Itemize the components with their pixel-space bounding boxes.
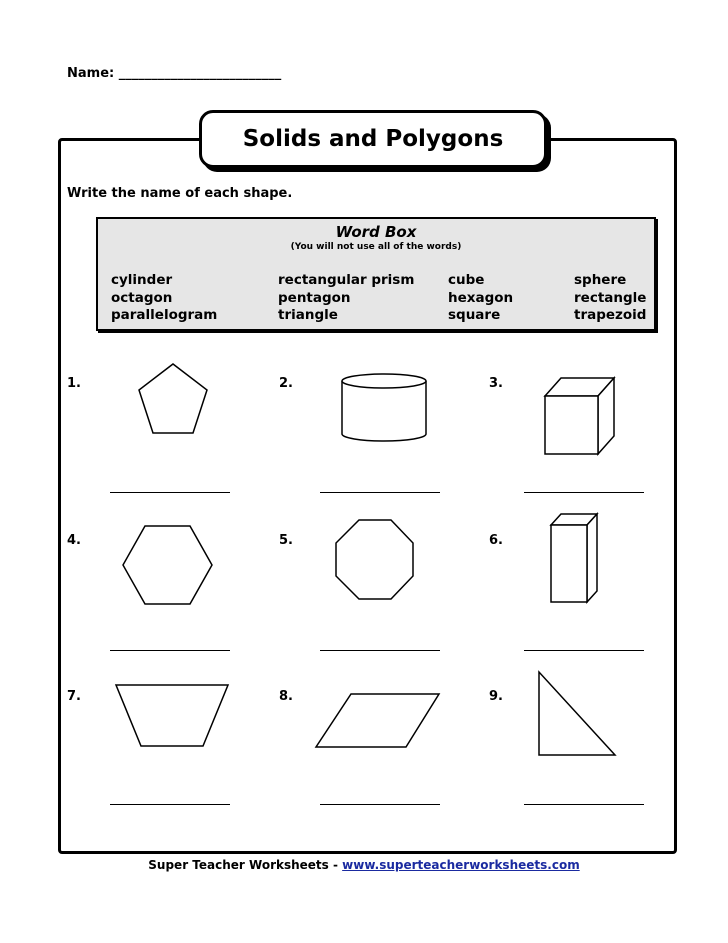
- footer-text: Super Teacher Worksheets -: [148, 858, 343, 872]
- question-number: 6.: [489, 533, 503, 548]
- word-item: rectangle: [574, 290, 647, 306]
- word-item: pentagon: [278, 290, 351, 306]
- cylinder-icon: [342, 374, 426, 441]
- octagon-icon: [336, 520, 413, 599]
- question-number: 5.: [279, 533, 293, 548]
- question-number: 4.: [67, 533, 81, 548]
- word-item: rectangular prism: [278, 272, 415, 288]
- word-box-subtitle: (You will not use all of the words): [290, 242, 462, 252]
- word-item: cylinder: [111, 272, 173, 288]
- pentagon-icon: [139, 364, 207, 433]
- word-item: parallelogram: [111, 307, 218, 323]
- question-number: 7.: [67, 689, 81, 704]
- instructions: Write the name of each shape.: [67, 186, 293, 201]
- word-item: sphere: [574, 272, 627, 288]
- word-item: cube: [448, 272, 485, 288]
- question-number: 3.: [489, 376, 503, 391]
- question-number: 1.: [67, 376, 81, 391]
- word-item: trapezoid: [574, 307, 647, 323]
- parallelogram-icon: [316, 694, 439, 747]
- word-item: octagon: [111, 290, 173, 306]
- name-field[interactable]: Name: _________________________: [67, 66, 282, 81]
- hexagon-icon: [123, 526, 212, 604]
- question-number: 2.: [279, 376, 293, 391]
- footer-link[interactable]: www.superteacherworksheets.com: [342, 858, 580, 872]
- question-number: 9.: [489, 689, 503, 704]
- question-number: 8.: [279, 689, 293, 704]
- triangle-icon: [539, 672, 615, 755]
- footer: [0, 858, 728, 872]
- cube-icon: [545, 378, 614, 454]
- word-item: square: [448, 307, 501, 323]
- page-title: Solids and Polygons: [199, 110, 547, 168]
- trapezoid-icon: [116, 685, 228, 746]
- word-box-title: Word Box: [335, 223, 417, 241]
- rectangular-prism-icon: [551, 514, 597, 602]
- word-item: hexagon: [448, 290, 514, 306]
- word-item: triangle: [278, 307, 338, 323]
